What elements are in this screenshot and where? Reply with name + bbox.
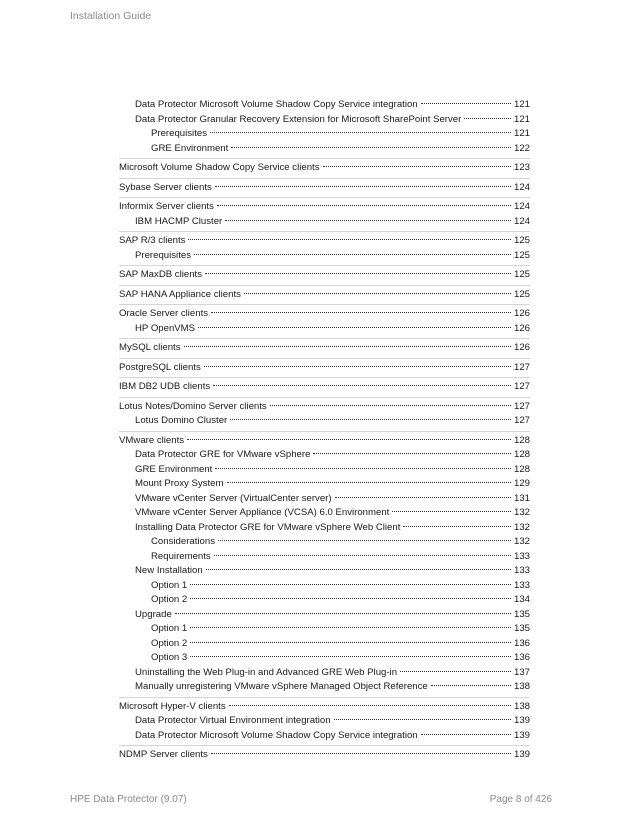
toc-entry[interactable]	[119, 700, 530, 715]
toc-entry[interactable]	[119, 113, 530, 128]
toc-entry-title: IBM HACMP Cluster	[135, 215, 223, 227]
dot-leader	[231, 147, 511, 148]
toc-entry[interactable]	[119, 651, 530, 666]
toc-entry[interactable]	[119, 521, 530, 536]
toc-entry-title: Upgrade	[135, 608, 172, 620]
toc-entry[interactable]	[119, 637, 530, 652]
dot-leader	[431, 685, 511, 686]
dot-leader	[206, 569, 511, 570]
toc-entry-title: Requirements	[151, 550, 211, 562]
toc-entry-page: 121	[513, 113, 530, 125]
dot-leader	[215, 186, 511, 187]
toc-entry[interactable]	[119, 307, 530, 322]
toc-entry-title: Option 2	[151, 594, 188, 605]
toc-entry-page: 127	[513, 400, 530, 412]
toc-entry-page: 128	[513, 449, 530, 460]
toc-entry-page: 139	[513, 729, 530, 741]
toc-entry-title: HP OpenVMS	[135, 322, 196, 334]
dot-leader	[334, 719, 511, 720]
toc-entry-title: Uninstalling the Web Plug-in and Advanced GRE Web Plug-in	[135, 666, 398, 678]
dot-leader	[392, 511, 511, 512]
dot-leader	[211, 753, 511, 754]
toc-section	[119, 159, 530, 179]
toc-entry-title: Data Protector Granular Recovery Extension for Microsoft SharePoint Server	[135, 113, 462, 125]
toc-entry-page: 137	[513, 666, 530, 678]
toc-entry-page: 132	[513, 507, 530, 518]
toc-entry-page: 124	[513, 181, 530, 193]
toc-entry[interactable]	[119, 161, 530, 176]
dot-leader	[205, 273, 511, 274]
toc-section	[119, 179, 530, 199]
toc-entry[interactable]	[119, 666, 530, 681]
toc-entry-page: 127	[513, 361, 530, 373]
toc-section	[119, 266, 530, 286]
toc-entry-title: New Installation	[135, 565, 203, 576]
page-header: Installation Guide	[70, 10, 152, 22]
toc-entry-page: 128	[513, 463, 530, 475]
toc-entry-title: IBM DB2 UDB clients	[119, 381, 211, 392]
dot-leader	[217, 205, 511, 206]
toc-entry[interactable]	[119, 322, 530, 337]
toc-entry-title: Option 3	[151, 652, 188, 663]
dot-leader	[204, 366, 511, 367]
toc-entry[interactable]	[119, 215, 530, 230]
toc-entry[interactable]	[119, 448, 530, 463]
dot-leader	[175, 613, 511, 614]
toc-entry-page: 131	[513, 492, 530, 504]
toc-entry-page: 124	[513, 201, 530, 212]
toc-entry-title: VMware vCenter Server (VirtualCenter server)	[135, 492, 332, 504]
toc-entry-title: GRE Environment	[151, 142, 229, 154]
toc-entry[interactable]	[119, 608, 530, 623]
toc-section	[119, 746, 530, 765]
toc-entry-title: PostgreSQL clients	[119, 361, 201, 373]
toc-section	[119, 698, 530, 747]
toc-entry-title: Option 1	[151, 623, 188, 634]
toc-entry-page: 126	[513, 308, 530, 319]
toc-section	[119, 98, 530, 159]
dot-leader	[400, 671, 511, 672]
dot-leader	[190, 584, 511, 585]
table-of-contents	[119, 98, 530, 765]
toc-entry-title: SAP R/3 clients	[119, 235, 186, 246]
toc-entry[interactable]	[119, 234, 530, 249]
toc-entry-page: 132	[513, 521, 530, 533]
toc-entry-page: 138	[513, 681, 530, 692]
toc-section	[119, 398, 530, 432]
toc-entry[interactable]	[119, 477, 530, 492]
toc-entry-title: Microsoft Volume Shadow Copy Service clients	[119, 162, 320, 173]
toc-section	[119, 305, 530, 339]
dot-leader	[229, 705, 511, 706]
dot-leader	[403, 526, 511, 527]
dot-leader	[313, 453, 511, 454]
toc-entry-page: 138	[513, 700, 530, 712]
toc-section	[119, 378, 530, 398]
toc-entry-page: 128	[513, 434, 530, 446]
toc-entry-title: SAP MaxDB clients	[119, 269, 202, 280]
toc-entry-page: 127	[513, 381, 530, 392]
toc-entry[interactable]	[119, 142, 530, 157]
toc-entry[interactable]	[119, 748, 530, 763]
toc-section	[119, 339, 530, 359]
toc-entry-page: 126	[513, 322, 530, 334]
toc-entry[interactable]	[119, 535, 530, 550]
toc-entry-page: 125	[513, 288, 530, 300]
dot-leader	[227, 482, 511, 483]
toc-entry-title: Option 1	[151, 579, 188, 591]
dot-leader	[190, 656, 511, 657]
toc-entry-page: 135	[513, 608, 530, 620]
toc-entry[interactable]	[119, 127, 530, 142]
toc-entry[interactable]	[119, 288, 530, 303]
toc-entry[interactable]	[119, 341, 530, 356]
toc-entry-page: 134	[513, 594, 530, 605]
toc-entry-title: SAP HANA Appliance clients	[119, 288, 241, 300]
toc-entry-page: 135	[513, 623, 530, 634]
toc-entry-title: VMware vCenter Server Appliance (VCSA) 6.0 Environment	[135, 507, 390, 518]
toc-section	[119, 286, 530, 306]
toc-section	[119, 198, 530, 232]
dot-leader	[335, 497, 511, 498]
toc-entry[interactable]	[119, 414, 530, 429]
toc-entry-title: GRE Environment	[135, 463, 213, 475]
toc-entry[interactable]	[119, 268, 530, 283]
dot-leader	[194, 254, 511, 255]
dot-leader	[188, 239, 511, 240]
toc-entry[interactable]	[119, 680, 530, 695]
toc-entry[interactable]	[119, 550, 530, 565]
toc-entry-page: 133	[513, 579, 530, 591]
toc-entry[interactable]	[119, 181, 530, 196]
toc-entry-title: Option 2	[151, 637, 188, 649]
toc-entry[interactable]	[119, 463, 530, 478]
toc-entry[interactable]	[119, 361, 530, 376]
dot-leader	[211, 312, 511, 313]
toc-entry[interactable]	[119, 249, 530, 264]
toc-entry-title: Lotus Notes/Domino Server clients	[119, 400, 267, 412]
toc-entry-page: 125	[513, 249, 530, 261]
toc-entry-title: VMware clients	[119, 434, 185, 446]
toc-entry[interactable]	[119, 98, 530, 113]
toc-entry[interactable]	[119, 200, 530, 215]
dot-leader	[190, 627, 511, 628]
toc-entry-title: Lotus Domino Cluster	[135, 415, 228, 426]
toc-entry-page: 121	[513, 128, 530, 139]
toc-entry-title: Microsoft Hyper-V clients	[119, 700, 226, 712]
toc-entry[interactable]	[119, 622, 530, 637]
toc-entry-title: Data Protector Microsoft Volume Shadow Copy Service integration	[135, 729, 418, 741]
footer-product: HPE Data Protector (9.07)	[70, 794, 187, 805]
dot-leader	[184, 346, 511, 347]
toc-section	[119, 432, 530, 698]
dot-leader	[190, 598, 511, 599]
toc-entry-title: Mount Proxy System	[135, 478, 224, 489]
dot-leader	[190, 642, 511, 643]
toc-entry-title: Installing Data Protector GRE for VMware vSphere Web Client	[135, 521, 401, 533]
toc-entry-page: 124	[513, 215, 530, 227]
toc-entry[interactable]	[119, 492, 530, 507]
toc-entry[interactable]	[119, 729, 530, 744]
toc-entry-page: 125	[513, 269, 530, 280]
toc-entry-title: NDMP Server clients	[119, 749, 208, 760]
dot-leader	[230, 419, 511, 420]
dot-leader	[218, 540, 511, 541]
toc-entry-page: 121	[513, 99, 530, 110]
dot-leader	[213, 385, 511, 386]
dot-leader	[225, 220, 511, 221]
toc-section	[119, 359, 530, 379]
footer-page-number: Page 8 of 426	[489, 794, 552, 805]
toc-entry-page: 133	[513, 550, 530, 562]
toc-entry-title: Oracle Server clients	[119, 308, 209, 319]
toc-entry-page: 136	[513, 637, 530, 649]
toc-entry[interactable]	[119, 434, 530, 449]
toc-entry-page: 133	[513, 565, 530, 576]
dot-leader	[464, 118, 511, 119]
toc-entry-page: 123	[513, 162, 530, 173]
toc-entry-page: 136	[513, 652, 530, 663]
toc-entry-title: Data Protector Virtual Environment integration	[135, 715, 331, 726]
dot-leader	[421, 103, 511, 104]
page-footer	[70, 794, 552, 805]
toc-entry-page: 126	[513, 342, 530, 353]
dot-leader	[244, 293, 511, 294]
dot-leader	[421, 734, 511, 735]
dot-leader	[187, 439, 511, 440]
toc-entry[interactable]	[119, 579, 530, 594]
toc-entry-title: MySQL clients	[119, 342, 181, 353]
toc-entry-page: 122	[513, 142, 530, 154]
toc-section	[119, 232, 530, 266]
dot-leader	[198, 327, 511, 328]
toc-entry-page: 132	[513, 536, 530, 547]
toc-entry-title: Considerations	[151, 536, 215, 547]
toc-entry-page: 127	[513, 415, 530, 426]
toc-entry[interactable]	[119, 400, 530, 415]
toc-entry-title: Sybase Server clients	[119, 181, 212, 193]
toc-entry-title: Data Protector Microsoft Volume Shadow Copy Service integration	[135, 99, 418, 110]
toc-entry-title: Informix Server clients	[119, 201, 214, 212]
toc-entry[interactable]	[119, 593, 530, 608]
toc-entry[interactable]	[119, 564, 530, 579]
toc-entry-page: 129	[513, 478, 530, 489]
toc-entry-title: Data Protector GRE for VMware vSphere	[135, 449, 311, 460]
dot-leader	[210, 132, 511, 133]
toc-entry-title: Prerequisites	[135, 249, 191, 261]
dot-leader	[270, 405, 511, 406]
toc-entry-page: 139	[513, 715, 530, 726]
dot-leader	[215, 468, 511, 469]
toc-entry[interactable]	[119, 506, 530, 521]
toc-entry-title: Prerequisites	[151, 128, 207, 139]
toc-entry-page: 125	[513, 235, 530, 246]
dot-leader	[214, 555, 511, 556]
toc-entry-title: Manually unregistering VMware vSphere Managed Object Reference	[135, 681, 428, 692]
toc-entry-page: 139	[513, 749, 530, 760]
dot-leader	[323, 166, 511, 167]
toc-entry[interactable]	[119, 714, 530, 729]
toc-entry[interactable]	[119, 380, 530, 395]
